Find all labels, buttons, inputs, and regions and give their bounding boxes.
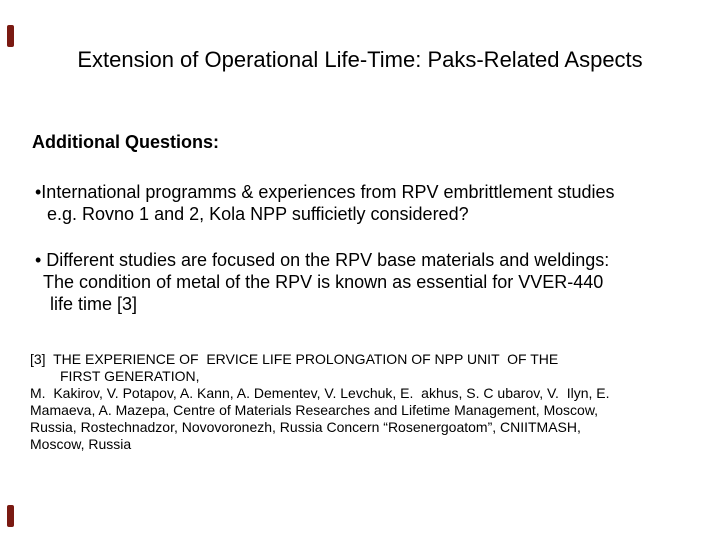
- text-line: • Different studies are focused on the RPV base materials and weldings:: [35, 250, 610, 270]
- text-line: Russia, Rostechnadzor, Novovoronezh, Russia Concern “Rosenergoatom”, CNIITMASH,: [30, 419, 581, 435]
- bullet-different-studies: [35, 249, 609, 315]
- text-line: [3] THE EXPERIENCE OF ERVICE LIFE PROLONGATION OF NPP UNIT OF THE: [30, 351, 559, 367]
- text-line: e.g. Rovno 1 and 2, Kola NPP sufficietly considered?: [47, 204, 469, 224]
- section-heading: Additional Questions:: [32, 132, 219, 152]
- reference-citation: [30, 351, 610, 453]
- slide-corner-mark-bottom: [7, 505, 14, 527]
- text-line: Mamaeva, A. Mazepa, Centre of Materials Researches and Lifetime Management, Moscow,: [30, 402, 599, 418]
- slide-title: Extension of Operational Life-Time: Paks-Related Aspects: [77, 47, 643, 72]
- text-line: The condition of metal of the RPV is known as essential for VVER-440: [43, 272, 604, 292]
- text-line: •International programms & experiences from RPV embrittlement studies: [35, 182, 615, 202]
- text-line: Moscow, Russia: [30, 436, 132, 452]
- text-line: FIRST GENERATION,: [60, 368, 200, 384]
- text-line: life time [3]: [50, 294, 138, 314]
- bullet-international-programs: [35, 181, 615, 225]
- text-line: M. Kakirov, V. Potapov, A. Kann, A. Dementev, V. Levchuk, E. akhus, S. C ubarov, V. Ilyn, E.: [30, 385, 610, 401]
- slide-corner-mark-top: [7, 25, 14, 47]
